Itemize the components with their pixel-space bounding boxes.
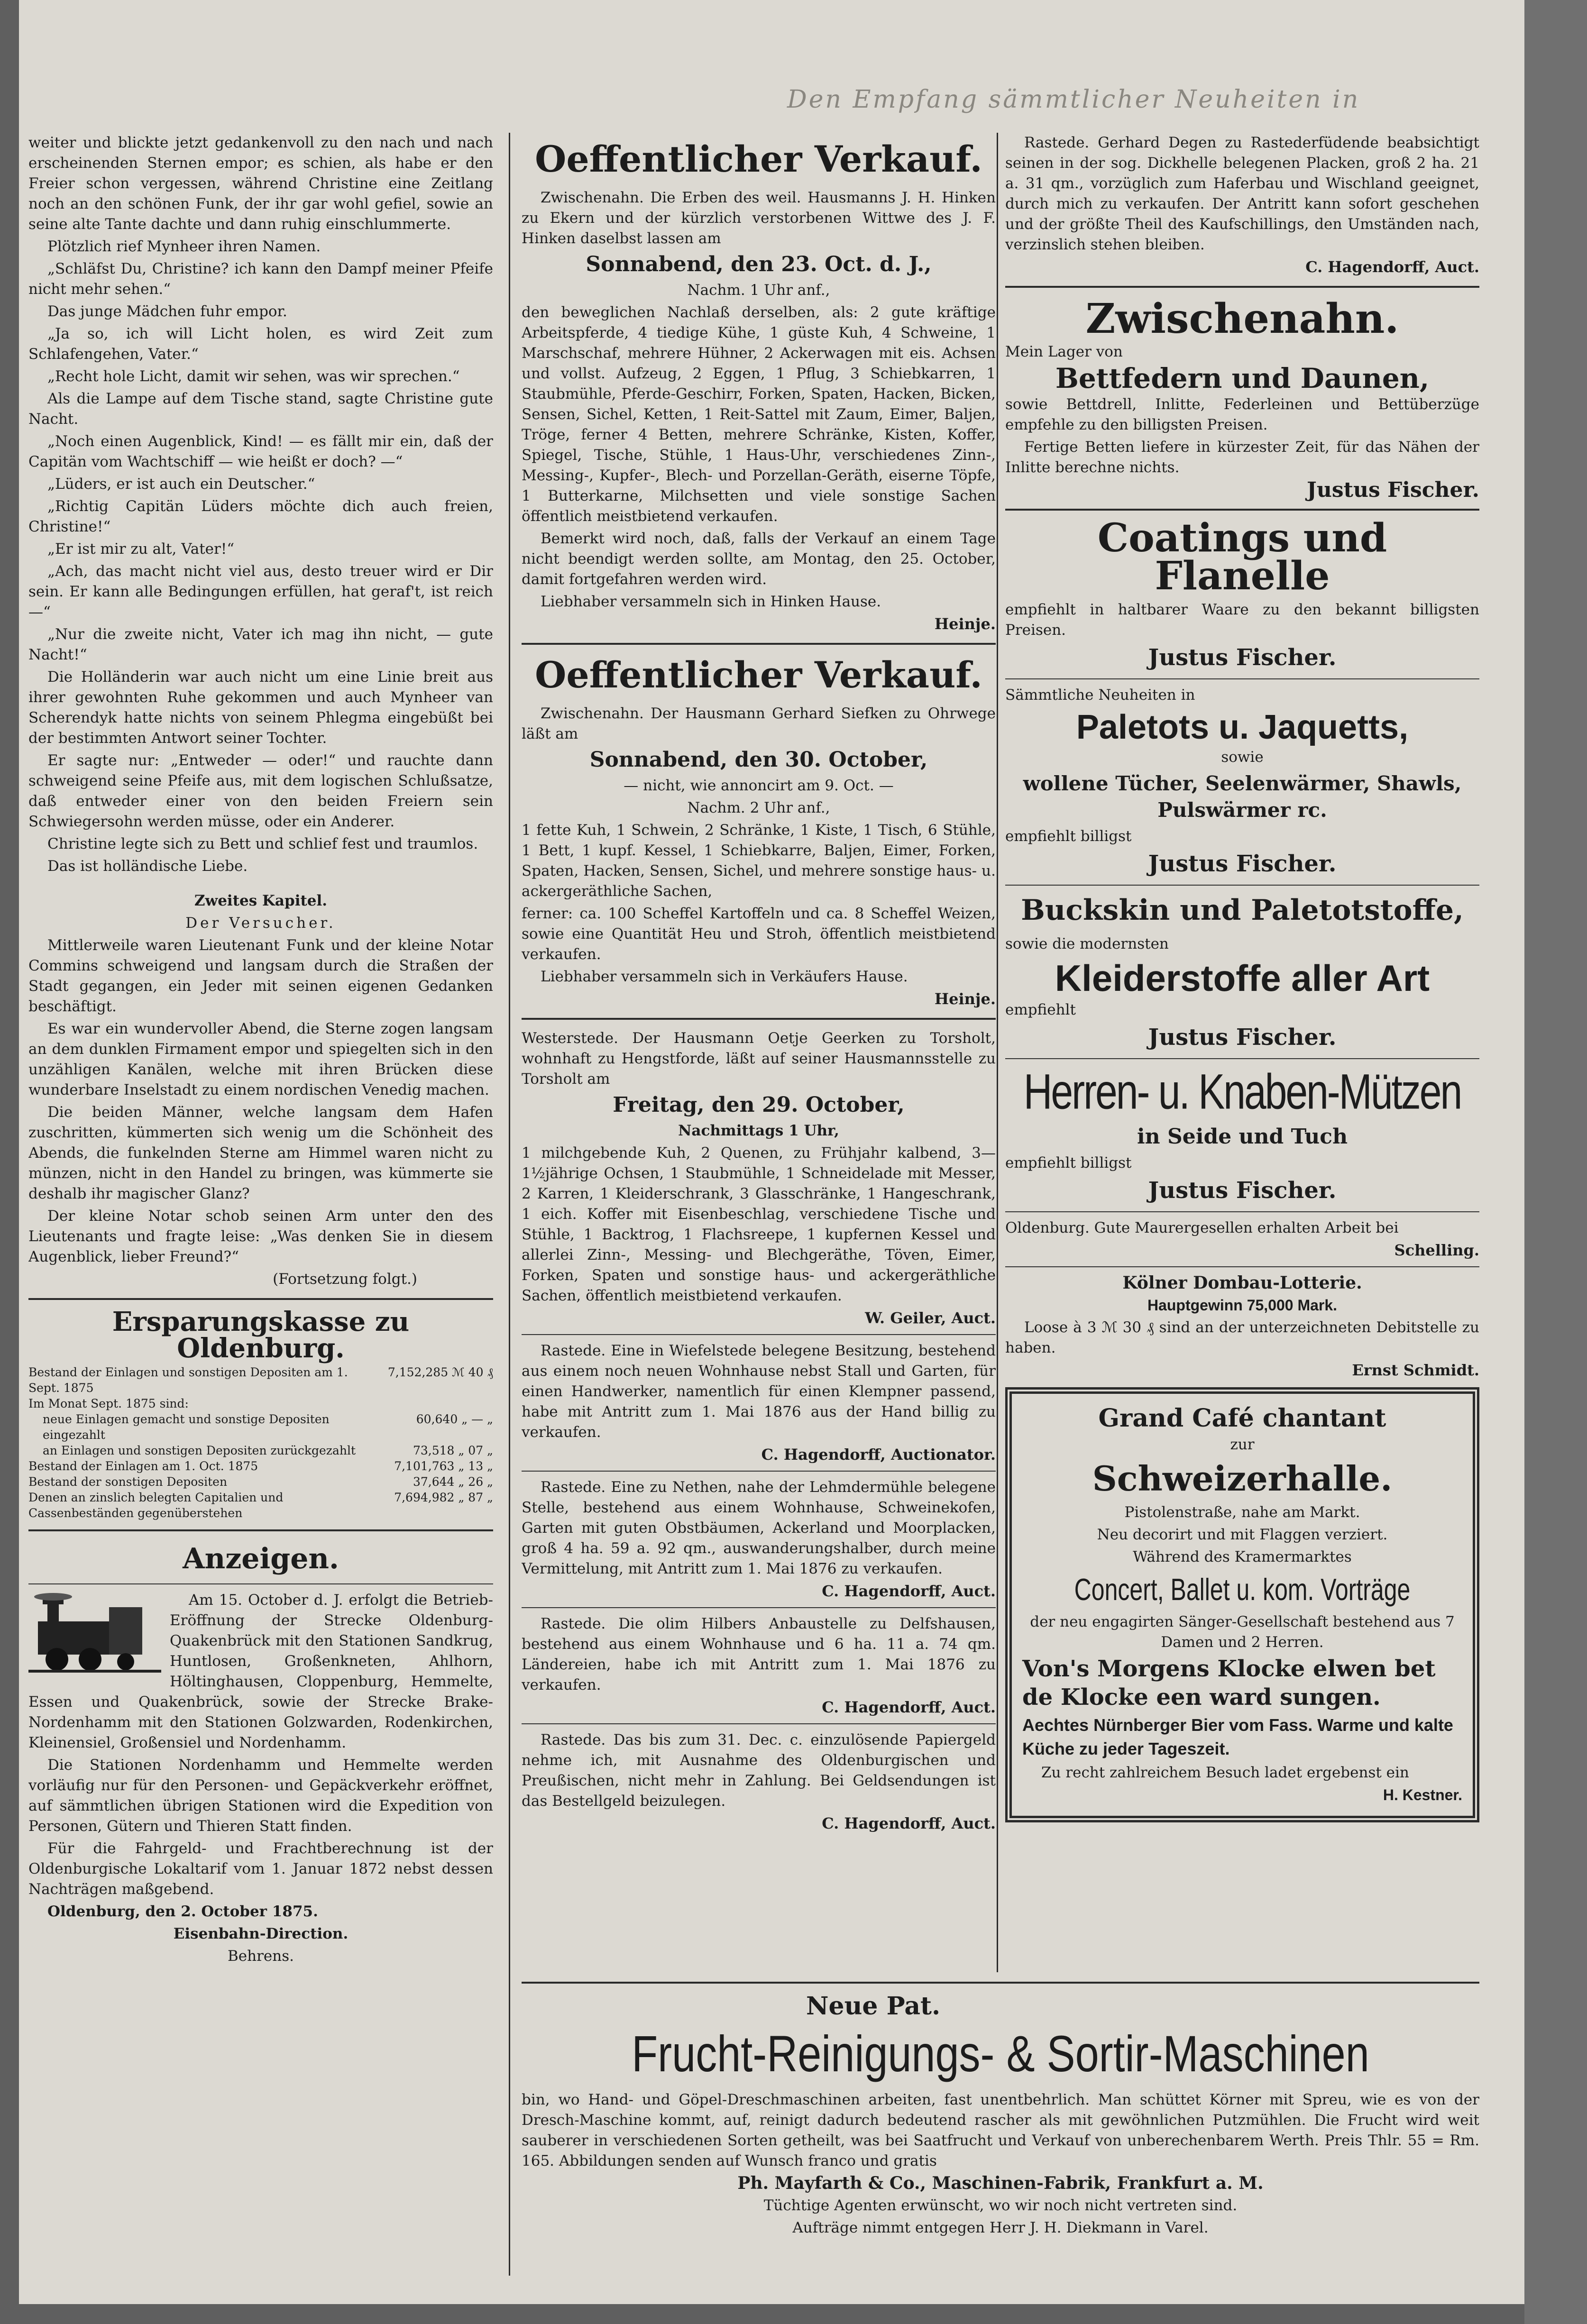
ad-text: Zu recht zahlreichem Besuch ladet ergebenst ein (1041, 1764, 1409, 1781)
story-paragraph: Das ist holländische Liebe. (47, 858, 248, 875)
ad-signature: Justus Fischer. (1148, 1024, 1337, 1051)
coatings-ad (1005, 515, 1479, 673)
story-paragraph: Der kleine Notar schob seinen Arm unter den des Lieutenants und fragte leise: „Was denken Sie in diesem Augenblick, lieber Freund?“ (28, 1208, 493, 1265)
railway-signature: Eisenbahn-Direction. (173, 1925, 349, 1942)
railway-paragraph: Die Stationen Nordenhamm und Hemmelte werden vorläufig nur für den Personen- und Gepäckverkehr eröffnet, auf sämmtlichen übrigen Stationen wird die Expedition von Personen, Gütern und Thieren Statt finden. (28, 1757, 493, 1835)
divider (1005, 1211, 1479, 1212)
caps-ad (1005, 1063, 1479, 1206)
story-paragraph: Als die Lampe auf dem Tische stand, sagte Christine gute Nacht. (28, 390, 493, 428)
ad-text: Sämmtliche Neuheiten in (1005, 686, 1195, 704)
ad-title: Zwischenahn. (1085, 295, 1399, 343)
auction-date: Sonnabend, den 23. Oct. d. J., (586, 252, 932, 276)
divider (522, 1471, 996, 1472)
auction-text: ferner: ca. 100 Scheffel Kartoffeln und ca. 8 Scheffel Weizen, sowie eine Quantität Heu und Stroh, öffentlich meistbietend verkaufen. (522, 905, 996, 963)
story-paragraph: „Schläfst Du, Christine? ich kann den Dampf meiner Pfeife nicht mehr sehen.“ (28, 260, 493, 298)
cafe-ad (1005, 1387, 1479, 1822)
railway-notice (28, 1590, 493, 1967)
ledger-row: Denen an zinslich belegten Capitalien und Cassenbeständen gegenüberstehen 7,694,982 „ 87 „ (28, 1491, 493, 1520)
property-notice-2 (522, 1477, 996, 1601)
notice-text: Oldenburg. Gute Maurergesellen erhalten Arbeit bei (1005, 1219, 1399, 1236)
divider (522, 1334, 996, 1335)
auction-notice-2 (522, 653, 996, 1009)
chapter-heading: Zweites Kapitel. (194, 892, 328, 909)
ads-title: Anzeigen. (183, 1542, 339, 1575)
divider (28, 1529, 493, 1531)
ledger-row: neue Einlagen gemacht und sonstige Depositen eingezahlt 60,640 „ — „ (43, 1412, 493, 1442)
column-right (1005, 133, 1479, 1972)
ad-text: Aechtes Nürnberger Bier vom Fass. Warme und kalte Küche zu jeder Tageszeit. (1022, 1715, 1453, 1758)
ledger-row: Bestand der Einlagen am 1. Oct. 1875 7,101,763 „ 13 „ (28, 1459, 493, 1473)
column-left (28, 133, 493, 2295)
land-sale-notice (1005, 133, 1479, 277)
notice-signature: C. Hagendorff, Auct. (1305, 258, 1479, 276)
ad-title: Frucht-Reinigungs- & Sortir-Maschinen (632, 2026, 1369, 2083)
auction-date: Freitag, den 29. October, (613, 1093, 905, 1117)
ledger-row: an Einlagen und sonstigen Depositen zurückgezahlt 73,518 „ 07 „ (43, 1444, 493, 1457)
story-paragraph: „Noch einen Augenblick, Kind! — es fällt mir ein, daß der Capitän vom Wachtschiff — wie heißt er doch? —“ (28, 433, 493, 470)
ad-text: sowie die modernsten (1005, 935, 1169, 952)
ad-signature: Ernst Schmidt. (1352, 1361, 1479, 1379)
ad-text: Fertige Betten liefere in kürzester Zeit, für das Nähen der Inlitte berechne nichts. (1005, 439, 1479, 476)
divider (522, 1723, 996, 1724)
auction-time: Nachmittags 1 Uhr, (678, 1122, 839, 1139)
ad-signature: Justus Fischer. (1148, 644, 1337, 671)
ad-subtitle: in Seide und Tuch (1137, 1125, 1348, 1149)
ad-text: bin, wo Hand- und Göpel-Dreschmaschinen arbeiten, fast unentbehrlich. Man schüttet Körner mit Spreu, wie es von der Dresch-Maschine kommt, auf, reinigt dadurch bedeutend rascher als mit gewöhnlichen Putzmühlen. Die Frucht wird weit sauberer in verschiedenen Sorten getheilt, was bei Saatfrucht und Verkauf von unberechenbarem Werth. Preis Thlr. 55 = Rm. 165. Abbildungen senden auf Wunsch franco und gratis (522, 2091, 1479, 2169)
story-paragraph: „Richtig Capitän Lüders möchte dich auch freien, Christine!“ (28, 498, 493, 535)
story-paragraph: Die beiden Männer, welche langsam dem Hafen zuschritten, kümmerten sich wenig um die Schönheit des Abends, die funkelnden Sterne am Himmel waren nicht zu münzen, nicht in den Handel zu bringen, was kümmerte sie deshalb ihr magischer Glanz? (28, 1104, 493, 1202)
auction-signature: Heinje. (934, 615, 996, 633)
ad-title: Buckskin und Paletotstoffe, (1021, 894, 1464, 927)
divider (522, 1982, 1479, 1984)
ad-title: Paletots u. Jaquetts, (1076, 708, 1409, 746)
notice-signature: C. Hagendorff, Auct. (822, 1814, 996, 1832)
divider (1005, 1266, 1479, 1267)
ad-signature: Justus Fischer. (1148, 1177, 1337, 1204)
paper-money-notice (522, 1730, 996, 1834)
ad-text: Pistolenstraße, nahe am Markt. (1124, 1504, 1360, 1521)
auction-signature: Heinje. (934, 990, 996, 1008)
masons-notice (1005, 1218, 1479, 1261)
auction-date: Sonnabend, den 30. October, (589, 748, 928, 772)
ledger-table (28, 1364, 493, 1521)
divider (1005, 1058, 1479, 1059)
ad-text: empfiehlt in haltbarer Waare zu den bekannt billigsten Preisen. (1005, 601, 1479, 639)
divider (1005, 286, 1479, 288)
ad-text: sowie Bettdrell, Inlitte, Federleinen und Bettüberzüge empfehle zu den billigsten Preisen. (1005, 396, 1479, 433)
property-notice-1 (522, 1341, 996, 1465)
story-paragraph: Es war ein wundervoller Abend, die Sterne zogen langsam an dem dunklen Firmament empor und spiegelten sich in den unzähligen Kanälen, welche mit ihren Brücken diese wunderbare Inselstadt zu einem nordischen Venedig machen. (28, 1020, 493, 1098)
auction-text: 1 fette Kuh, 1 Schwein, 2 Schränke, 1 Kiste, 1 Tisch, 6 Stühle, 1 Bett, 1 kupf. Kessel, 1 Schiebkarre, Baljen, Eimer, Forken, Spaten, Hacken, Sensen, Sichel, und mehrere sonstige haus- u. ackergeräthliche Sachen, (522, 822, 996, 900)
chapter-title: Der Versucher. (185, 915, 336, 932)
ad-text: Tüchtige Agenten erwünscht, wo wir noch nicht vertreten sind. (763, 2197, 1238, 2214)
ad-text: der neu engagirten Sänger-Gesellschaft bestehend aus 7 Damen und 2 Herren. (1030, 1613, 1455, 1651)
auction-text: Zwischenahn. Der Hausmann Gerhard Siefken zu Ohrwege läßt am (522, 705, 996, 742)
divider (1005, 885, 1479, 886)
ad-signature: H. Kestner. (1383, 1786, 1462, 1803)
auction-text: Westerstede. Der Hausmann Oetje Geerken zu Torsholt, wohnhaft zu Hengstforde, läßt auf seiner Hausmannsstelle zu Torsholt am (522, 1030, 996, 1088)
auction-text: Liebhaber versammeln sich in Verkäufers Hause. (541, 968, 908, 985)
auction-text: Liebhaber versammeln sich in Hinken Hause. (541, 593, 881, 610)
story-paragraph: Mittlerweile waren Lieutenant Funk und der kleine Notar Commins schweigend und langsam durch die Straßen der Stadt gegangen, ein Jeder mit seinen eigenen Gedanken beschäftigt. (28, 937, 493, 1015)
divider (1005, 509, 1479, 511)
story-paragraph: „Recht hole Licht, damit wir sehen, was wir sprechen.“ (47, 368, 460, 385)
ad-text: empfiehlt billigst (1005, 1154, 1132, 1171)
ledger-row: Im Monat Sept. 1875 sind: (28, 1397, 189, 1410)
column-rule-1 (509, 133, 510, 2276)
property-signature: C. Hagendorff, Auct. (822, 1698, 996, 1716)
story-paragraph: weiter und blickte jetzt gedankenvoll zu den nach und nach erscheinenden Sternen empor; es schien, als habe er den Freier schon vergessen, während Christine eine Zeitlang noch an den schönen Funk, der ihr gar wohl gefiel, sowie an seine alte Tante dachte und dann ruhig einschlummerte. (28, 134, 493, 233)
divider (28, 1298, 493, 1300)
property-signature: C. Hagendorff, Auct. (822, 1582, 996, 1600)
auction-time: Nachm. 1 Uhr anf., (687, 282, 830, 299)
notice-text: Rastede. Das bis zum 31. Dec. c. einzulösende Papiergeld nehme ich, mit Ausnahme des Oldenburgischen und Preußischen, nicht mehr in Zahlung. Bei Geldsendungen ist das Bestellgeld beizulegen. (522, 1731, 996, 1810)
buckskin-ad (1005, 891, 1479, 1052)
auction-text: den beweglichen Nachlaß derselben, als: 2 gute kräftige Arbeitspferde, 4 tiedige Kühe, 1 güste Kuh, 4 Schweine, 1 Marschschaf, mehrere Hühner, 2 Ackerwagen mit eis. Achsen und vollst. Aufzeug, 2 Eggen, 1 Pflug, 3 Schiebkarren, 1 Staubmühle, Pferde-Geschirr, Forken, Spaten, Hacken, Bicken, Sensen, Sichel, Ketten, 1 Reit-Sattel mit Zaum, Eimer, Baljen, Tröge, ferner 4 Betten, mehrere Schränke, Kisten, Koffer, Spiegel, Tische, Stühle, 1 Haus-Uhr, verschiedenes Zinn-, Messing-, Kupfer-, Blech- und Porzellan-Geräth, eiserne Töpfe, 1 Butterkarne, Milchsetten und viele sonstige Sachen öffentlich meistbietend verkaufen. (522, 304, 996, 525)
ad-headline: Schweizerhalle. (1092, 1458, 1393, 1499)
ad-text: empfiehlt billigst (1005, 828, 1132, 845)
ad-signature: Justus Fischer. (1307, 478, 1479, 502)
ledger-row: Bestand der sonstigen Depositen 37,644 „ 26 „ (28, 1475, 493, 1489)
machine-ad (522, 1982, 1479, 2285)
railway-date: Oldenburg, den 2. October 1875. (47, 1903, 318, 1920)
ad-slogan: Von's Morgens Klocke elwen bet de Klocke een ward sungen. (1022, 1656, 1436, 1711)
story-paragraph: Das junge Mädchen fuhr empor. (47, 303, 287, 320)
ad-text: Während des Kramermarktes (1133, 1548, 1352, 1565)
story-paragraph: „Ach, das macht nicht viel aus, desto treuer wird er Dir sein. Er kann alle Bedingungen erfüllen, hat geraf't, ist reich —“ (28, 563, 493, 621)
railway-paragraph: Für die Fahrgeld- und Frachtberechnung ist der Oldenburgische Lokaltarif vom 1. Januar 1872 nebst dessen Nachträgen maßgebend. (28, 1840, 493, 1898)
story-paragraph: „Ja so, ich will Licht holen, es wird Zeit zum Schlafengehen, Vater.“ (28, 325, 493, 363)
auction-text: Zwischenahn. Die Erben des weil. Hausmanns J. H. Hinken zu Ekern und der kürzlich verstorbenen Wittwe des J. F. Hinken daselbst lassen am (522, 189, 996, 247)
property-notice-3 (522, 1614, 996, 1718)
ad-firm: Ph. Mayfarth & Co., Maschinen-Fabrik, Frankfurt a. M. (737, 2173, 1264, 2193)
property-signature: C. Hagendorff, Auctionator. (761, 1446, 996, 1464)
ad-title: Kölner Dombau-Lotterie. (1122, 1273, 1362, 1293)
divider (522, 643, 996, 645)
ad-text: zur (1230, 1436, 1255, 1453)
ad-subtitle: Hauptgewinn 75,000 Mark. (1147, 1297, 1338, 1314)
ad-text: sowie (1221, 749, 1264, 766)
ad-text: Mein Lager von (1005, 343, 1123, 360)
story-paragraph: „Er ist mir zu alt, Vater!“ (47, 540, 235, 558)
auction-text: 1 milchgebende Kuh, 2 Quenen, zu Frühjahr kalbend, 3—1½jährige Ochsen, 1 Staubmühle, 1 Schneidelade mit Messer, 2 Karren, 1 Kleiderschrank, 3 Glasschränke, 1 Hangeschrank, 1 eich. Koffer mit Eisenbeschlag, verschiedene Tische und Stühle, 1 Backtrog, 1 Flachsreepe, 1 kupfernen Kessel und allerlei Zinn-, Messing- und Blechgeräthe, Töven, Eimer, Forken, Spaten und sonstige haus- und ackergeräthliche Sachen, öffentlich meistbietend verkaufen. (522, 1144, 996, 1304)
ad-title: Herren- u. Knaben-Mützen (1023, 1063, 1461, 1119)
column-middle (522, 133, 996, 1982)
locomotive-icon (28, 1593, 161, 1674)
railway-signature-name: Behrens. (228, 1948, 294, 1965)
notice-signature: Schelling. (1394, 1241, 1479, 1259)
railway-paragraph: Am 15. October d. J. erfolgt die Betrieb-Eröffnung der Strecke Oldenburg-Quakenbrück mit den Stationen Sandkrug, Huntlosen, Großenkneten, Ahlhorn, Höltinghausen, Cloppenburg, Hemmelte, Essen und Quakenbrück, sowie der Strecke Brake-Nordenhamm mit den Stationen Golzwarden, Rodenkirchen, Kleinensiel, Großensiel und Nordenhamm. (28, 1592, 493, 1751)
ad-text: Aufträge nimmt entgegen Herr J. H. Diekmann in Varel. (792, 2219, 1209, 2236)
ad-headline: Concert, Ballet u. kom. Vorträge (1074, 1572, 1411, 1607)
page-edge (1524, 0, 1587, 2324)
divider (28, 1583, 493, 1584)
auction-title: Oeffentlicher Verkauf. (535, 138, 982, 180)
divider (522, 1018, 996, 1020)
ad-label: Neue Pat. (806, 1992, 941, 2021)
ad-text: empfiehlt (1005, 1001, 1076, 1018)
ad-signature: Justus Fischer. (1148, 851, 1337, 877)
story-paragraph: Christine legte sich zu Bett und schlief fest und traumlos. (47, 835, 478, 852)
property-text: Rastede. Eine in Wiefelstede belegene Besitzung, bestehend aus einem noch neuen Wohnhause nebst Stall und Garten, für einen Handwerker, namentlich für einen Klempner passend, habe mit Antritt zum 1. Mai 1876 aus der Hand billig zu verkaufen. (522, 1342, 996, 1441)
ad-headline: Kleiderstoffe aller Art (1055, 957, 1430, 999)
story-paragraph: „Nur die zweite nicht, Vater ich mag ihn nicht, — gute Nacht!“ (28, 626, 493, 663)
property-text: Rastede. Eine zu Nethen, nahe der Lehmdermühle belegene Stelle, bestehend aus einem Wohnhause, Schweinekofen, Garten mit guten Obstbäumen, Ackerland und Moorplacken, groß 4 ha. 59 a. 92 qm., auswanderungshalber, durch meine Vermittelung, mit Antritt zum 1. Mai 1876 zu verkaufen. (522, 1479, 996, 1577)
continued-note: (Fortsetzung folgt.) (273, 1271, 417, 1288)
bedding-ad (1005, 296, 1479, 500)
header-fragment: Den Empfang sämmtlicher Neuheiten in (787, 85, 1360, 114)
auction-text: Bemerkt wird noch, daß, falls der Verkauf an einem Tage nicht beendigt werden sollte, am Montag, den 25. October, damit fortgefahren werden wird. (522, 530, 996, 588)
column-rule-2 (997, 133, 998, 1972)
savings-title: Ersparungskasse zu Oldenburg. (112, 1306, 410, 1364)
story-paragraph: Die Holländerin war auch nicht um eine Linie breit aus ihrer gewohnten Ruhe gekommen und auch Mynheer van Scherendyk hatte nichts von seinem Phlegma eingebüßt bei der bestimmten Antwort seiner Tochter. (28, 668, 493, 747)
auction-notice-1 (522, 137, 996, 634)
notice-text: Rastede. Gerhard Degen zu Rastederfüdende beabsichtigt seinen in der sog. Dickhelle belegenen Placken, groß 2 ha. 21 a. 31 qm., vorzüglich zum Haferbau und Wischland geeignet, durch mich zu verkaufen. Der Antritt kann sofort geschehen und der größte Theil des Kaufschillings, den Umständen nach, verzinslich stehen bleiben. (1005, 134, 1479, 253)
auction-notice-3 (522, 1028, 996, 1328)
savings-bank-notice (28, 1308, 493, 1521)
story-paragraph: Er sagte nur: „Entweder — oder!“ und rauchte dann schweigend seine Pfeife aus, mit dem logischen Schlußsatze, daß entweder einer von den beiden Freiern sein Schwiegersohn werden müsse, oder ein Anderer. (28, 752, 493, 830)
auction-signature: W. Geiler, Auct. (865, 1309, 996, 1327)
ad-headline: Bettfedern und Daunen, (1055, 362, 1430, 394)
ad-title: Coatings und Flanelle (1097, 515, 1387, 599)
ad-title: Grand Café chantant (1098, 1404, 1386, 1433)
newspaper-page (19, 0, 1524, 2304)
story-paragraph: „Lüders, er ist auch ein Deutscher.“ (47, 476, 315, 493)
ad-subtitle: wollene Tücher, Seelenwärmer, Shawls, Pulswärmer rc. (1023, 772, 1462, 822)
property-text: Rastede. Die olim Hilbers Anbaustelle zu Delfshausen, bestehend aus einem Wohnhause und 6 ha. 11 a. 74 qm. Ländereien, habe ich mit Antritt zum 1. Mai 1876 zu verkaufen. (522, 1615, 996, 1693)
ledger-row: Bestand der Einlagen und sonstigen Depositen am 1. Sept. 1875 7,152,285 ℳ 40 ₰ (28, 1365, 493, 1395)
lottery-ad (1005, 1273, 1479, 1381)
auction-title: Oeffentlicher Verkauf. (535, 654, 982, 696)
auction-time: Nachm. 2 Uhr anf., (687, 799, 830, 816)
auction-note: — nicht, wie annoncirt am 9. Oct. — (624, 777, 894, 794)
story-paragraph: Plötzlich rief Mynheer ihren Namen. (47, 238, 321, 255)
divider (522, 1607, 996, 1608)
ad-text: Loose à 3 ℳ 30 ₰ sind an der unterzeichneten Debitstelle zu haben. (1005, 1319, 1479, 1356)
story-section (28, 133, 493, 1290)
paletots-ad (1005, 685, 1479, 879)
divider (1005, 678, 1479, 679)
ad-text: Neu decorirt und mit Flaggen verziert. (1097, 1526, 1388, 1543)
